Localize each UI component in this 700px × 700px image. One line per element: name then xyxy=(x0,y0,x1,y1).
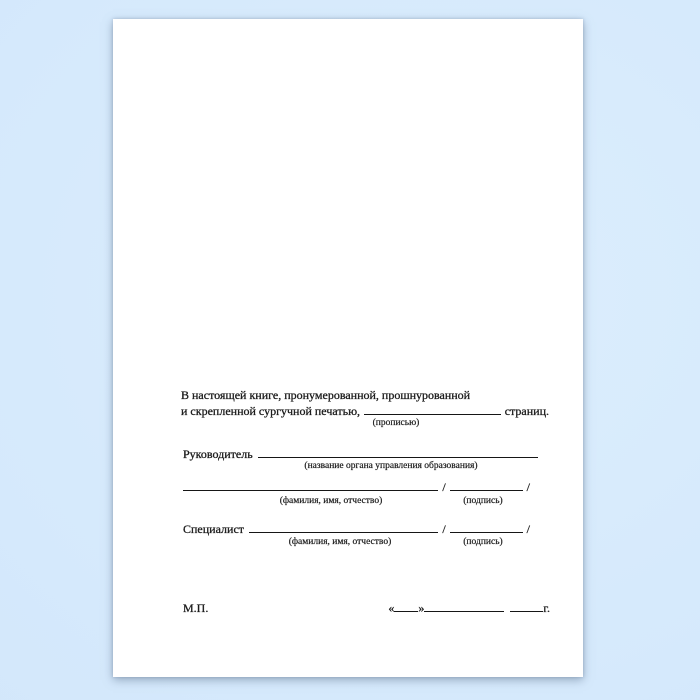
blank-specialist-signature xyxy=(450,522,523,533)
head-line xyxy=(183,447,538,462)
blank-date-year xyxy=(510,601,543,612)
footer-line xyxy=(183,601,550,616)
blank-specialist-fio xyxy=(249,522,438,533)
slash-separator: / xyxy=(442,480,446,494)
specialist-line xyxy=(183,522,534,537)
statement-line1: В настоящей книге, пронумерованной, прошнурованной xyxy=(181,388,471,402)
blank-date-day xyxy=(394,601,418,612)
caption-propisyu: (прописью) xyxy=(372,418,420,428)
quote-close-mark: » xyxy=(418,601,425,615)
pages-count-statement xyxy=(181,387,549,428)
blank-pages-count xyxy=(364,404,501,415)
blank-head-signature xyxy=(450,480,523,491)
specialist-label: Специалист xyxy=(183,522,245,536)
slash-separator-2: / xyxy=(442,522,446,536)
quote-open-mark: « xyxy=(388,601,395,615)
footer-row xyxy=(183,601,550,616)
caption-specialist-signature: (подпись) xyxy=(463,537,503,547)
statement-line2-suffix: страниц. xyxy=(504,404,549,418)
head-label: Руководитель xyxy=(183,447,253,461)
caption-authority: (название органа управления образования) xyxy=(304,461,478,471)
caption-head-signature: (подпись) xyxy=(463,496,503,506)
stamp-place-label: М.П. xyxy=(183,601,209,615)
blank-date-month xyxy=(424,601,504,612)
head-fio-row xyxy=(183,480,534,506)
blank-authority-name xyxy=(258,447,538,458)
year-suffix: г. xyxy=(543,601,550,615)
statement-line2 xyxy=(181,403,549,419)
head-fio-line xyxy=(183,480,534,495)
statement-line2-text: и скрепленной сургучной печатью, xyxy=(181,404,361,418)
slash-end: / xyxy=(526,480,530,494)
specialist-row xyxy=(183,522,534,547)
caption-specialist-fio: (фамилия, имя, отчество) xyxy=(288,537,392,547)
slash-end-2: / xyxy=(526,522,530,536)
caption-head-fio: (фамилия, имя, отчество) xyxy=(279,496,383,506)
head-row xyxy=(183,447,538,471)
blank-head-fio xyxy=(183,480,438,491)
date-line xyxy=(388,601,550,616)
paper-sheet xyxy=(113,19,583,677)
